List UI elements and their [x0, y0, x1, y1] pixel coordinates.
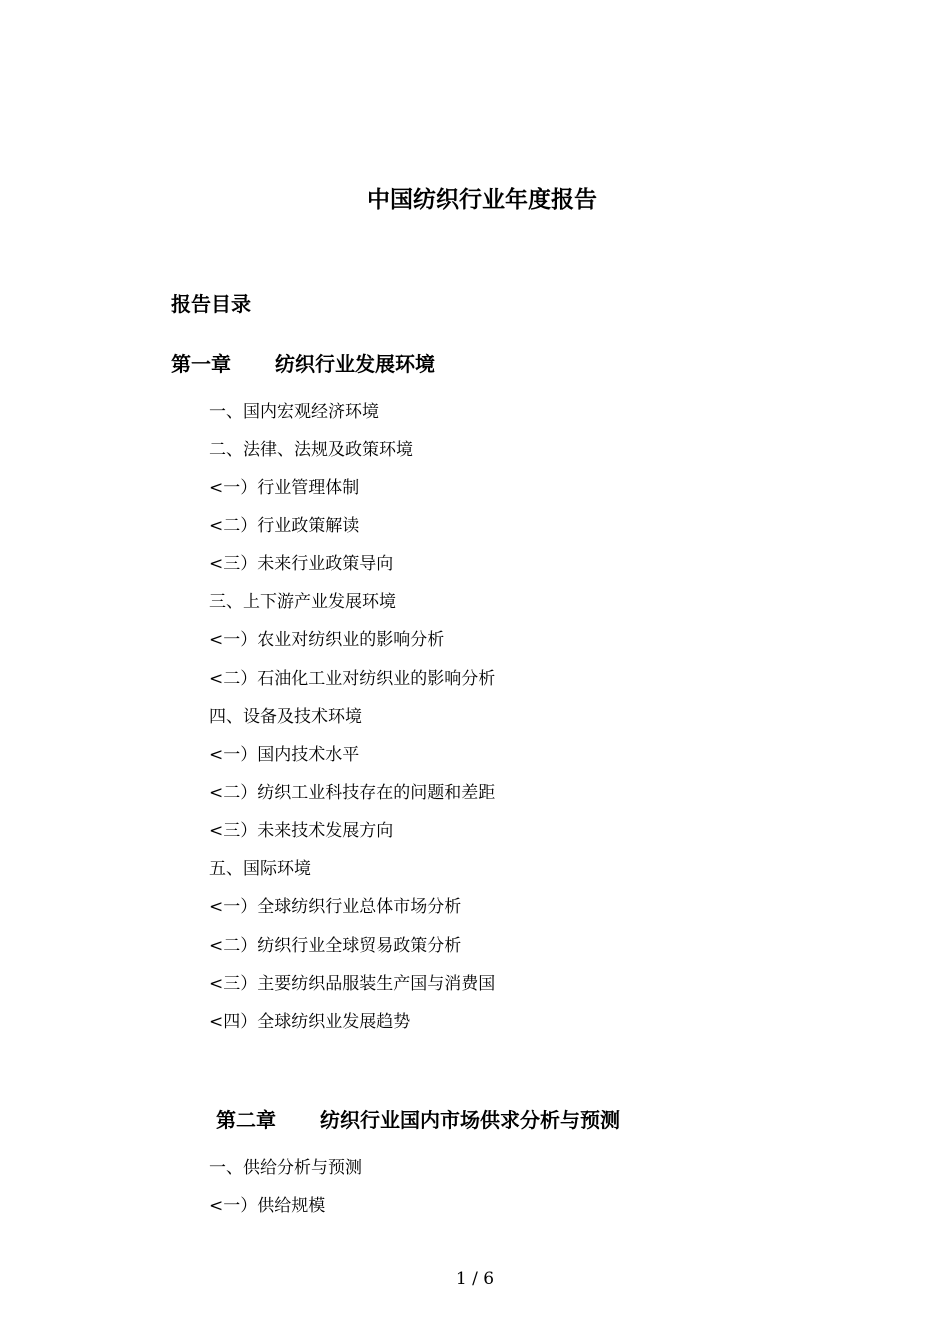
toc-item: <二）纺织行业全球贸易政策分析 [209, 936, 462, 956]
toc-item: <一）供给规模 [209, 1196, 326, 1216]
document-title: 中国纺织行业年度报告 [367, 187, 597, 213]
toc-item: <一）全球纺织行业总体市场分析 [209, 897, 462, 917]
chapter-number: 第二章 [216, 1108, 276, 1132]
toc-item: 三、上下游产业发展环境 [209, 592, 396, 612]
chapter-number: 第一章 [171, 352, 231, 376]
toc-item: 五、国际环境 [209, 859, 311, 879]
toc-item: 一、国内宏观经济环境 [209, 402, 379, 422]
toc-item: 四、设备及技术环境 [209, 707, 362, 727]
toc-item: <三）主要纺织品服装生产国与消费国 [209, 974, 496, 994]
toc-item: <二）行业政策解读 [209, 516, 360, 536]
chapter-name: 纺织行业国内市场供求分析与预测 [320, 1108, 620, 1132]
page-number: 1 / 6 [455, 1269, 495, 1289]
toc-item: <一）农业对纺织业的影响分析 [209, 630, 445, 650]
toc-item: <二）石油化工业对纺织业的影响分析 [209, 669, 496, 689]
chapter-heading-2 [216, 1106, 620, 1134]
toc-item: <一）行业管理体制 [209, 478, 360, 498]
toc-item: <二）纺织工业科技存在的问题和差距 [209, 783, 496, 803]
toc-item: <三）未来技术发展方向 [209, 821, 394, 841]
toc-item: <一）国内技术水平 [209, 745, 360, 765]
toc-heading: 报告目录 [171, 292, 251, 316]
toc-item: 一、供给分析与预测 [209, 1158, 362, 1178]
toc-item: 二、法律、法规及政策环境 [209, 440, 413, 460]
chapter-heading-1 [171, 350, 435, 378]
toc-item: <四）全球纺织业发展趋势 [209, 1012, 411, 1032]
chapter-name: 纺织行业发展环境 [275, 352, 435, 376]
toc-item: <三）未来行业政策导向 [209, 554, 394, 574]
